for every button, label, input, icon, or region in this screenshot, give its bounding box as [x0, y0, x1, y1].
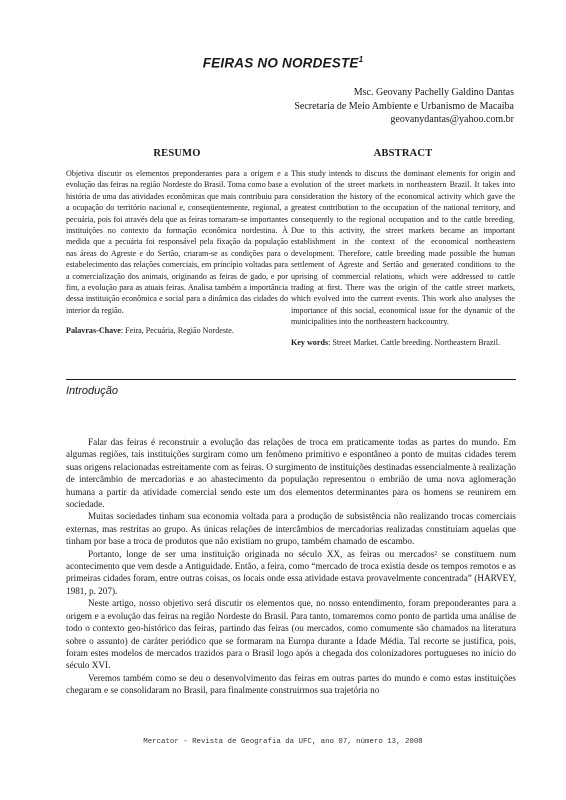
body-paragraph: Neste artigo, nosso objetivo será discutir os elementos que, no nosso entendimento, foram preponderantes para a origem e a evolução das feiras na região Nordeste do Brasil. Para tanto, tomaremos como ponto de partida uma análise de todo o contexto geo-histórico das feiras, partindo das feiras (ou mercados, como comumente são chamados na literatura sobre o assunto) de caráter periódico que se formaram na Europa durante a Idade Média. Tal recorte se justifica, pois, foram estes modelos de mercados trazidos para o Brasil logo após a chegada dos colonizadores portugueses no início do século XVI. [66, 598, 516, 671]
body-paragraph: Portanto, longe de ser uma instituição originada no século XX, as feiras ou mercados² se constituem num acontecimento que vem desde a Antiguidade. Então, a feira, como “mercado de troca existia desde os tempos remotos e as primeiras cidades foram, entre outras coisas, os locais onde essa atividade estava provavelmente concentrada” (HARVEY, 1981, p. 207). [66, 548, 516, 596]
resumo-keywords [66, 325, 288, 336]
resumo-text: Objetiva discutir os elementos preponderantes para a origem e a evolução das feiras na região Nordeste do Brasil. Toma como base a história de uma das atividades econômicas que mais contribuiu para a ocupação do território nacional e, conseqüentemente, regional, a pecuária, pois foi através dela que as feiras tornaram-se importantes instituições no contexto da formação econômica nordestina. À medida que a pecuária foi responsável pela fixação da população nas áreas do Agreste e do Sertão, criaram-se as condições para o estabelecimento das relações comerciais, em princípio voltadas para a comercialização dos animais, originando as feiras de gado, e por fim, a evolução para as atuais feiras. Analisa também a importância dessa instituição econômica e social para a dinâmica das cidades do interior da região. [66, 169, 288, 315]
article-title [0, 55, 566, 71]
author-affiliation: Secretaria de Meio Ambiente e Urbanismo de Macaíba [294, 100, 514, 112]
author-name: Msc. Geovany Pachelly Galdino Dantas [353, 87, 514, 98]
resumo-column [66, 148, 288, 337]
page-footer: Mercator - Revista de Geografia da UFC, ano 07, número 13, 2008 [143, 738, 423, 746]
author-block [294, 86, 514, 127]
section-heading: Introdução [66, 385, 118, 397]
title-footnote-marker: 1 [358, 55, 364, 64]
abstract-keywords [291, 337, 515, 348]
section-divider [66, 379, 516, 380]
resumo-heading: RESUMO [153, 148, 201, 159]
resumo-keywords-label: Palavras-Chave [66, 326, 121, 336]
body-paragraph: Falar das feiras é reconstruir a evolução das relações de troca em praticamente todas as partes do mundo. Em algumas regiões, tais instituições surgiram como um fenômeno primitivo e espontâneo a ponto de muitas cidades terem suas origens relacionadas estreitamente com as feiras. O surgimento de instituições destinadas essencialmente à realização de intercâmbio de mercadorias e ao abastecimento da população representou o embrião de uma nova aglomeração humana a partir da atividade comercial sendo este um dos elementos determinantes para os homens se reunirem em sociedade. [66, 437, 516, 510]
abstract-keywords-values: : Street Market. Cattle breeding. Northeastern Brazil. [328, 337, 501, 347]
body-paragraph: Muitas sociedades tinham sua economia voltada para a produção de subsistência não realizando trocas comerciais externas, mas restritas ao grupo. As únicas relações de intercâmbios de mercadorias realizadas constituíam aquelas que tinham por base a troca de produtos que não existiam no grupo, também chamado de escambo. [66, 511, 516, 547]
body-paragraph: Veremos também como se deu o desenvolvimento das feiras em outras partes do mundo e como estas instituições chegaram e se consolidaram no Brasil, para finalmente construirmos sua trajetória no [66, 672, 516, 696]
article-title-text: FEIRAS NO NORDESTE [202, 55, 359, 71]
section-body [66, 436, 516, 697]
resumo-keywords-values: : Feira, Pecuária, Região Nordeste. [120, 326, 234, 336]
abstract-text: This study intends to discuss the dominant elements for origin and evolution of the street markets in northeastern Brazil. It takes into consideration the history of the economical activity which gave the greatest contribution to the occupation of the national territory, and consequently to the regional occupation and to the cattle breeding. Due to this activity, the street markets became an important establishment in the context of the economical northeastern development. Therefore, cattle breeding made possible the human settlement of Agreste and Sertão and generated conditions to the uprising of commercial relations, which were addressed to cattle trading at first. There was the origin of the cattle street markets, which evolved into the current events. This work also analyses the importance of this social, economical issue for the dynamic of the municipalities into the northeastern backcountry. [291, 169, 515, 327]
abstract-column [291, 148, 515, 348]
abstract-keywords-label: Key words [291, 337, 329, 347]
abstract-heading: ABSTRACT [373, 148, 433, 159]
author-email: geovanydantas@yahoo.com.br [390, 114, 514, 125]
